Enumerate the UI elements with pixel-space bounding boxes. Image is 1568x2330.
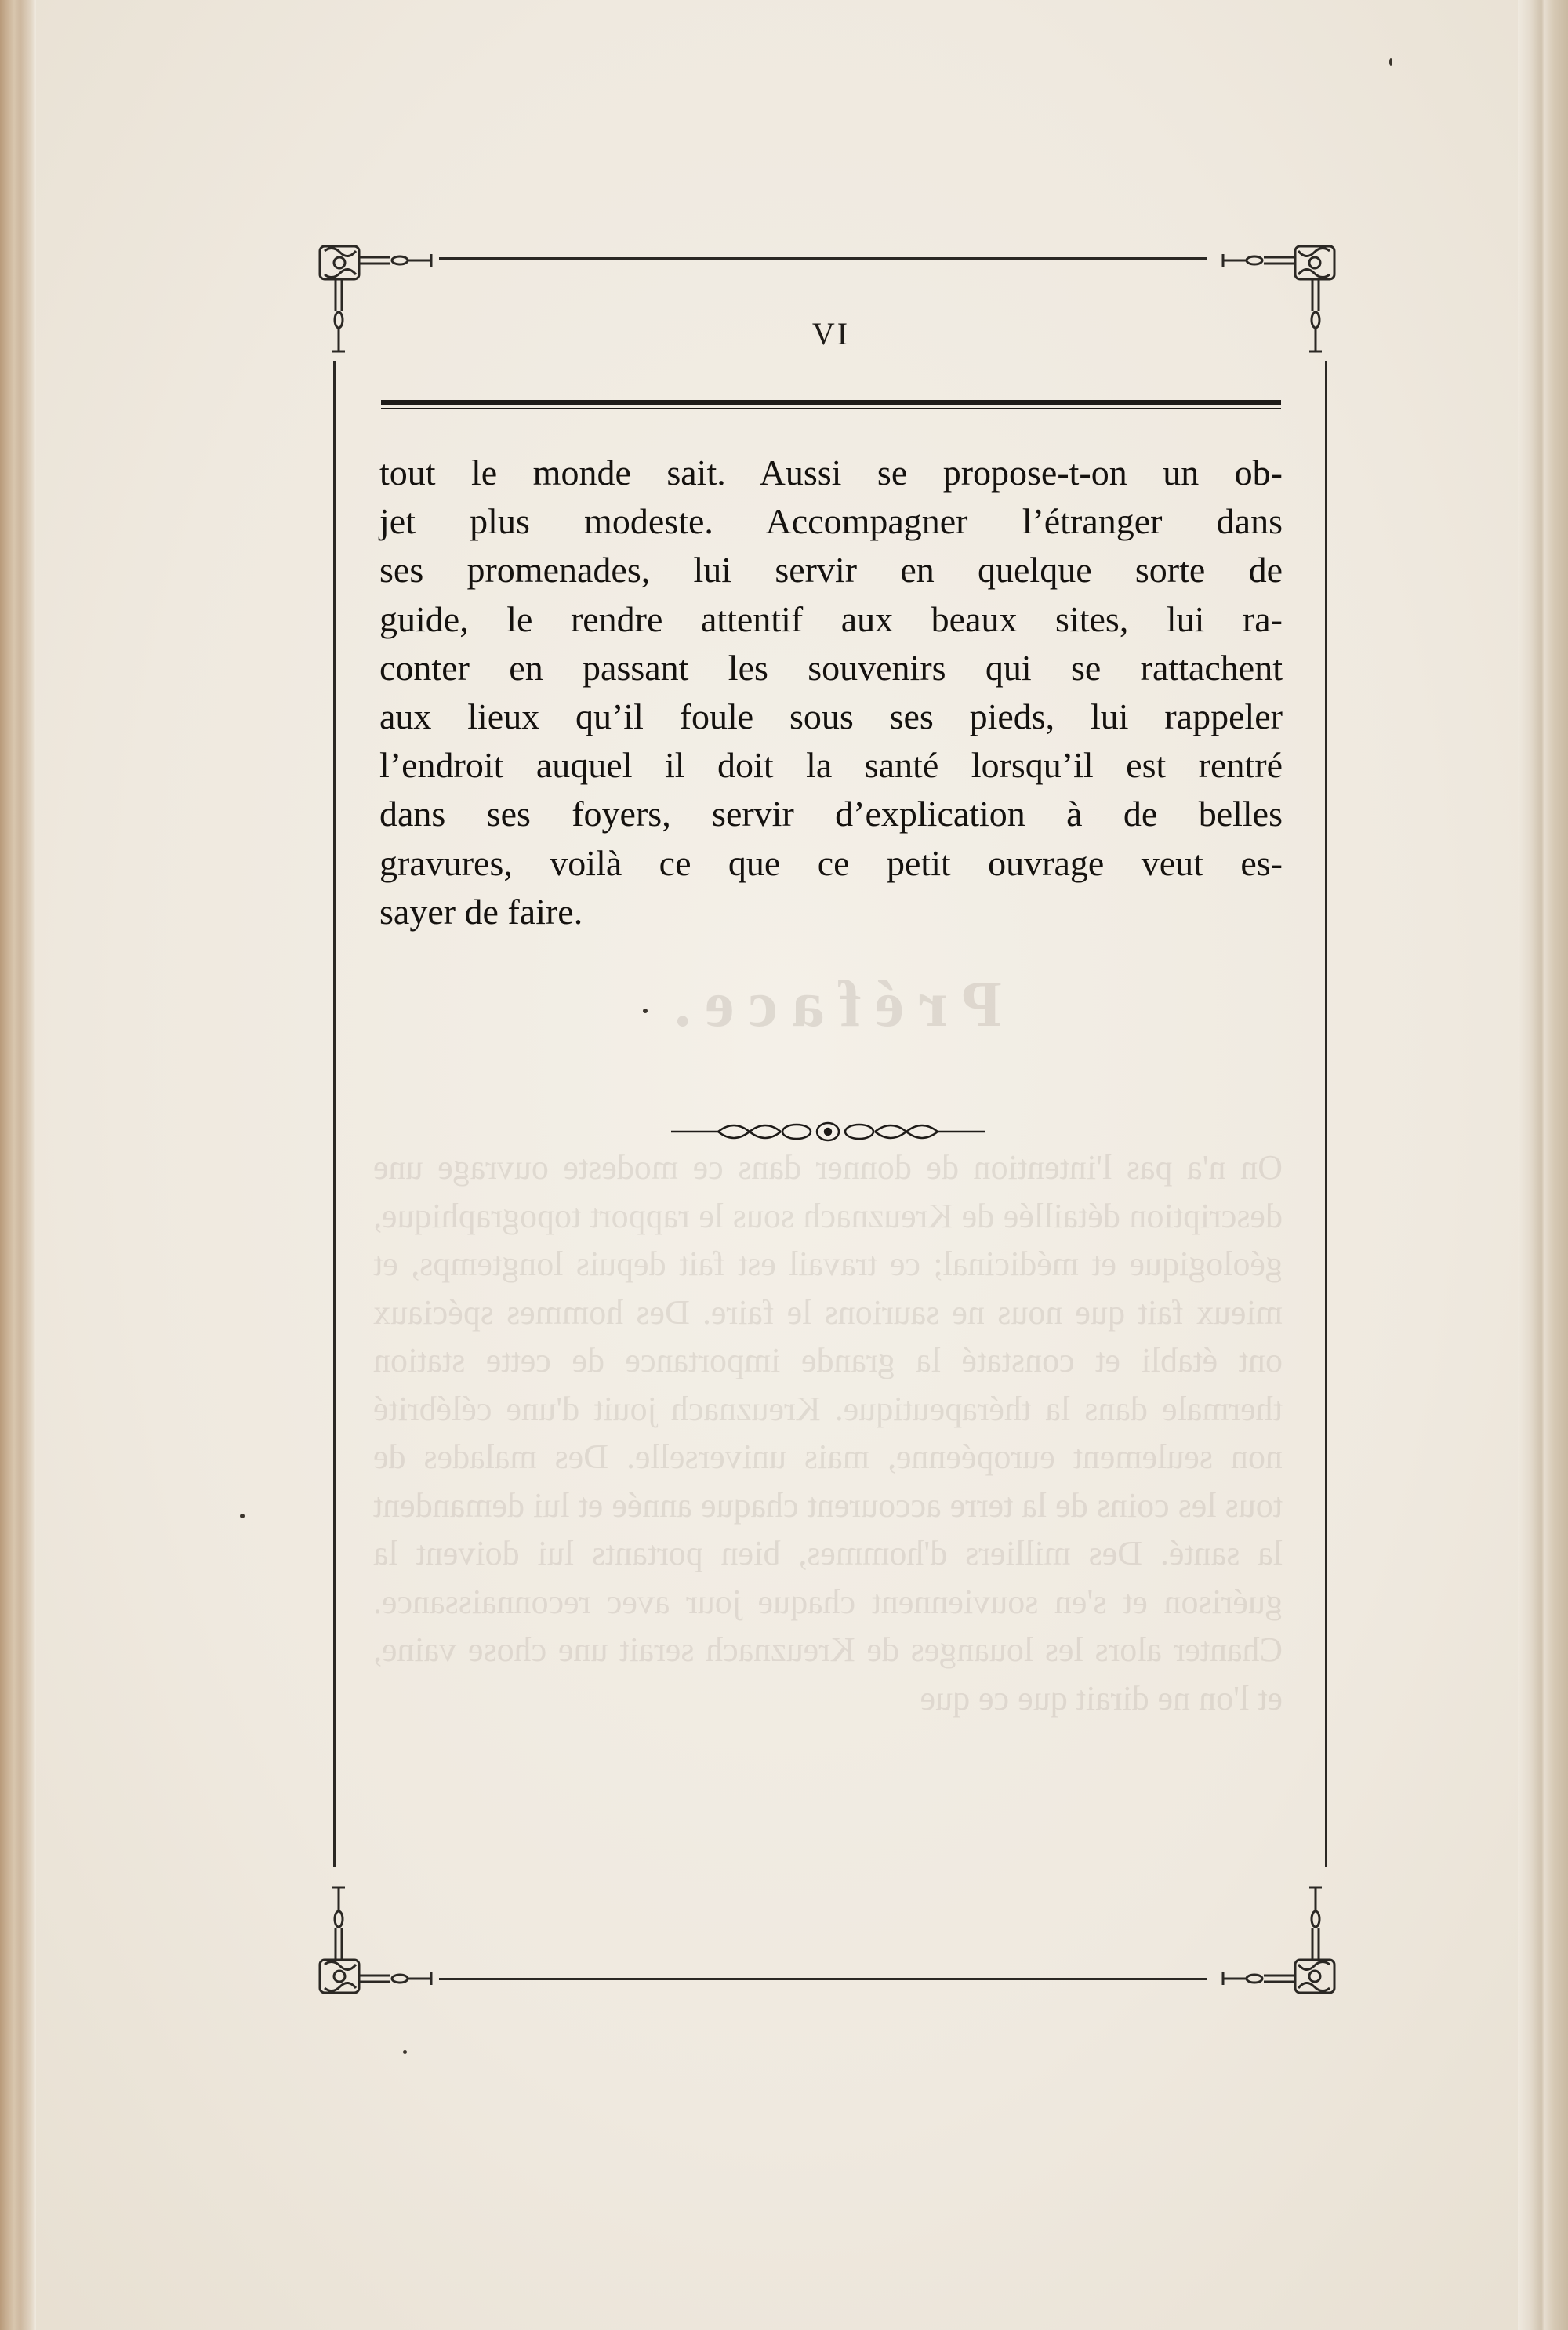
text-line: gravures, voilà ce que ce petit ouvrage veut es- — [379, 842, 1283, 883]
frame-corner-top-right-icon — [1200, 235, 1341, 376]
text-line: ses promenades, lui servir en quelque sorte de — [379, 550, 1283, 591]
text-line: tout le monde sait. Aussi se propose-t-on un ob- — [379, 453, 1283, 493]
frame-top-line — [439, 257, 1207, 260]
frame-corner-top-left-icon — [314, 235, 455, 376]
page-right-edge — [1518, 0, 1568, 2330]
text-line: conter en passant les souvenirs qui se rattachent — [379, 647, 1283, 688]
text-line: aux lieux qu’il foule sous ses pieds, lui rappeler — [379, 696, 1283, 736]
tailpiece-ornament-icon — [671, 1112, 985, 1151]
text-line: dans ses foyers, servir d’explication à de belles — [379, 794, 1283, 834]
paper-speck — [403, 2050, 407, 2054]
page-number: VI — [811, 316, 851, 351]
header-rule-thick — [381, 400, 1281, 405]
book-spine-edge — [0, 0, 36, 2330]
text-line: l’endroit auquel il doit la santé lorsqu’il est rentré — [379, 745, 1283, 786]
text-line: sayer de faire. — [379, 891, 583, 932]
frame-right-line — [1325, 361, 1327, 1867]
header-rule-thin — [381, 408, 1281, 409]
frame-bottom-line — [439, 1978, 1207, 1980]
body-paragraph — [379, 449, 1283, 936]
frame-corner-bottom-left-icon — [314, 1863, 455, 2004]
frame-corner-bottom-right-icon — [1200, 1863, 1341, 2004]
paper-speck — [240, 1514, 245, 1518]
bleed-through-text: On n'a pas l'intention de donner dans ce modeste ouvrage une description détaillée de Kreuznach sous le rapport topographique, géologique et médicinal; ce travail est fait depuis longtemps, et mieux fait que nous ne saurions le faire. Des hommes spéciaux ont établi et constaté la grande importance de cette station thermale dans la thérapeutique. Kreuznach jouit d'une célébrité non seulement européenne, mais universelle. Des malades de tous les coins de la terre accourent chaque année et lui demandent la santé. Des milliers d'hommes, bien portants lui doivent la guérison et s'en souviennent chaque jour avec reconnaissance. Chanter alors les louanges de Kreuznach serait une chose vaine, et l'on ne dirait que ce que — [373, 1148, 1283, 1718]
frame-left-line — [333, 361, 336, 1867]
text-line: jet plus modeste. Accompagner l’étranger dans — [379, 501, 1283, 542]
bleed-through-title: Préface. — [660, 968, 1002, 1041]
paper-speck — [1389, 58, 1392, 66]
paper-speck — [643, 1009, 648, 1013]
text-line: guide, le rendre attentif aux beaux sites, lui ra- — [379, 598, 1283, 639]
